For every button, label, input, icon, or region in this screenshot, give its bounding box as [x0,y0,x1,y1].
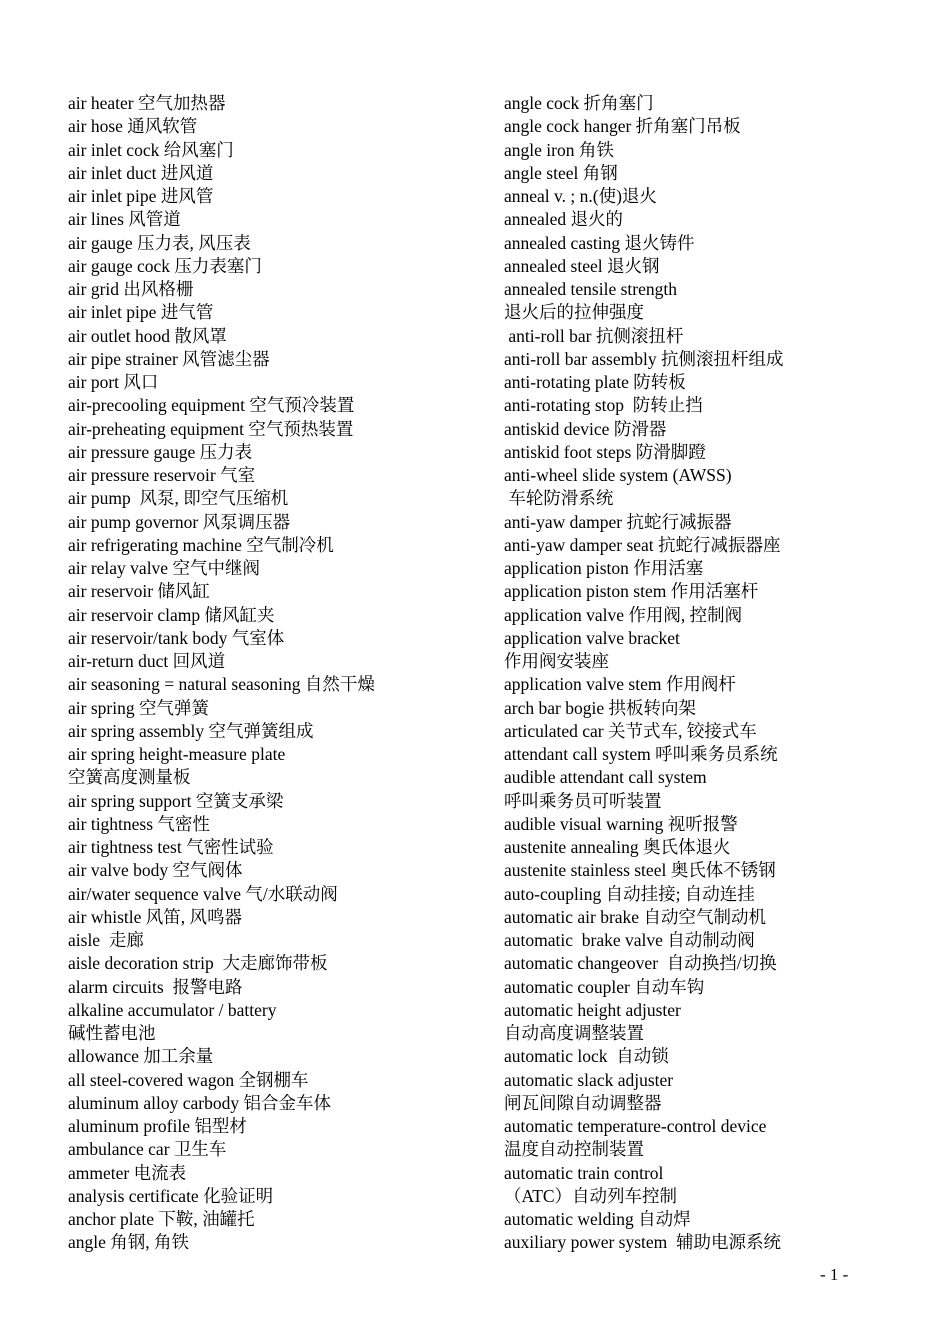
glossary-entry: anchor plate 下鞍, 油罐托 [68,1209,255,1229]
glossary-entry: air/water sequence valve 气/水联动阀 [68,883,338,904]
glossary-entry: angle cock 折角塞门 [504,93,654,113]
glossary-entry: air reservoir clamp 储风缸夹 [68,604,275,625]
glossary-entry: automatic air brake 自动空气制动机 [504,906,766,927]
glossary-entry: arch bar bogie 拱板转向架 [504,697,696,718]
glossary-entry: air hose 通风软管 [68,116,198,137]
glossary-entry: anti-yaw damper 抗蛇行减振器 [504,511,732,532]
glossary-entry: anti-rotating plate 防转板 [504,372,686,392]
glossary-entry: automatic slack adjuster [504,1069,674,1090]
glossary-entry: air gauge 压力表, 风压表 [68,232,251,253]
glossary-entry: air port 风口 [68,372,159,392]
glossary-entry: alkaline accumulator / battery [68,999,277,1020]
glossary-entry: antiskid foot steps 防滑脚蹬 [504,441,706,462]
glossary-entry: air pump governor 风泵调压器 [68,511,291,532]
glossary-entry: audible visual warning 视听报警 [504,813,738,834]
glossary-entry: aluminum profile 铝型材 [68,1116,247,1136]
glossary-entry: air inlet pipe 进风管 [68,186,214,206]
glossary-entry: air spring height-measure plate [68,744,286,764]
glossary-entry: anti-yaw damper seat 抗蛇行减振器座 [504,534,781,555]
glossary-entry: air spring support 空簧支承梁 [68,790,284,811]
glossary-entry: air tightness test 气密性试验 [68,837,274,857]
page-number: - 1 - [820,1265,849,1284]
glossary-entry: air reservoir/tank body 气室体 [68,627,285,648]
glossary-entry: annealed casting 退火铸件 [504,232,695,253]
glossary-entry: air lines 风管道 [68,209,181,230]
left-column [68,92,375,1255]
glossary-entry: application piston 作用活塞 [504,558,704,578]
glossary-entry: automatic train control [504,1162,664,1183]
glossary-entry: 温度自动控制装置 [504,1139,644,1160]
glossary-entry: air pressure gauge 压力表 [68,441,253,462]
glossary-entry: air inlet pipe 进气管 [68,302,214,323]
glossary-entry: air spring 空气弹簧 [68,697,209,718]
glossary-entry: annealed tensile strength [504,279,677,299]
glossary-entry: air pressure reservoir 气室 [68,465,256,485]
glossary-entry: automatic brake valve 自动制动阀 [504,930,755,950]
glossary-entry: air whistle 风笛, 风鸣器 [68,906,243,927]
glossary-entry: ambulance car 卫生车 [68,1139,227,1160]
glossary-entry: 车轮防滑系统 [504,488,614,509]
glossary-entry: 碱性蓄电池 [68,1023,156,1043]
glossary-entry: automatic changeover 自动换挡/切换 [504,953,777,974]
glossary-entry: 闸瓦间隙自动调整器 [504,1092,662,1113]
glossary-entry: anti-wheel slide system (AWSS) [504,465,732,485]
glossary-entry: annealed 退火的 [504,209,624,230]
glossary-entry: 呼叫乘务员可听装置 [504,790,662,811]
glossary-entry: angle cock hanger 折角塞门吊板 [504,116,741,137]
glossary-entry: alarm circuits 报警电路 [68,976,243,997]
glossary-entry: automatic height adjuster [504,999,681,1020]
glossary-entry: air tightness 气密性 [68,813,210,834]
glossary-entry: air spring assembly 空气弹簧组成 [68,720,314,741]
glossary-entry: auxiliary power system 辅助电源系统 [504,1232,782,1253]
glossary-entry: aisle decoration strip 大走廊饰带板 [68,953,328,974]
glossary-entry: automatic coupler 自动车钩 [504,976,705,997]
glossary-entry: air relay valve 空气中继阀 [68,558,260,578]
glossary-entry: air pump 风泵, 即空气压缩机 [68,488,289,509]
glossary-entry: air gauge cock 压力表塞门 [68,255,262,276]
glossary-entry: 退火后的拉伸强度 [504,302,644,323]
glossary-entry: air inlet cock 给风塞门 [68,139,234,160]
glossary-entry: （ATC）自动列车控制 [504,1185,678,1206]
glossary-entry: articulated car 关节式车, 铰接式车 [504,720,757,741]
glossary-entry: angle steel 角钢 [504,162,618,183]
glossary-entry: annealed steel 退火钢 [504,255,660,276]
glossary-entry: air-precooling equipment 空气预冷装置 [68,395,355,416]
glossary-entry: aisle 走廊 [68,930,144,950]
glossary-entry: automatic temperature-control device [504,1116,767,1136]
glossary-entry: air reservoir 储风缸 [68,581,210,602]
glossary-entry: aluminum alloy carbody 铝合金车体 [68,1092,331,1113]
glossary-entry: air grid 出风格栅 [68,279,194,299]
glossary-entry: anti-rotating stop 防转止挡 [504,395,703,416]
glossary-entry: angle iron 角铁 [504,139,614,160]
glossary-entry: anti-roll bar 抗侧滚扭杆 [504,325,684,346]
glossary-entry: allowance 加工余量 [68,1046,214,1067]
glossary-entry: air-return duct 回风道 [68,651,226,671]
glossary-entry: all steel-covered wagon 全钢棚车 [68,1069,309,1090]
glossary-entry: 作用阀安装座 [504,651,609,671]
glossary-entry: automatic lock 自动锁 [504,1046,669,1067]
glossary-entry: air valve body 空气阀体 [68,860,243,881]
glossary-entry: 自动高度调整装置 [504,1023,644,1043]
glossary-entry: anneal v. ; n.(使)退火 [504,186,657,206]
glossary-entry: air-preheating equipment 空气预热装置 [68,418,354,439]
glossary-entry: angle 角钢, 角铁 [68,1232,190,1253]
glossary-entry: 空簧高度测量板 [68,767,191,788]
glossary-entry: application piston stem 作用活塞杆 [504,581,759,602]
glossary-entry: austenite stainless steel 奥氏体不锈钢 [504,860,776,881]
glossary-entry: analysis certificate 化验证明 [68,1185,274,1206]
right-column [504,92,783,1255]
glossary-entry: application valve bracket [504,627,680,648]
glossary-entry: air seasoning = natural seasoning 自然干燥 [68,674,375,695]
glossary-entry: air refrigerating machine 空气制冷机 [68,534,334,555]
glossary-entry: air heater 空气加热器 [68,93,226,113]
glossary-entry: air inlet duct 进风道 [68,162,214,183]
glossary-entry: ammeter 电流表 [68,1162,187,1183]
glossary-entry: anti-roll bar assembly 抗侧滚扭杆组成 [504,348,784,369]
glossary-entry: application valve stem 作用阀杆 [504,674,736,695]
glossary-entry: automatic welding 自动焊 [504,1209,691,1229]
glossary-entry: antiskid device 防滑器 [504,418,667,439]
glossary-entry: audible attendant call system [504,767,707,788]
glossary-entry: air pipe strainer 风管滤尘器 [68,348,270,369]
glossary-entry: attendant call system 呼叫乘务员系统 [504,744,778,764]
glossary-entry: application valve 作用阀, 控制阀 [504,604,743,625]
glossary-entry: air outlet hood 散风罩 [68,325,227,346]
glossary-entry: austenite annealing 奥氏体退火 [504,837,731,857]
glossary-entry: auto-coupling 自动挂接; 自动连挂 [504,883,755,904]
